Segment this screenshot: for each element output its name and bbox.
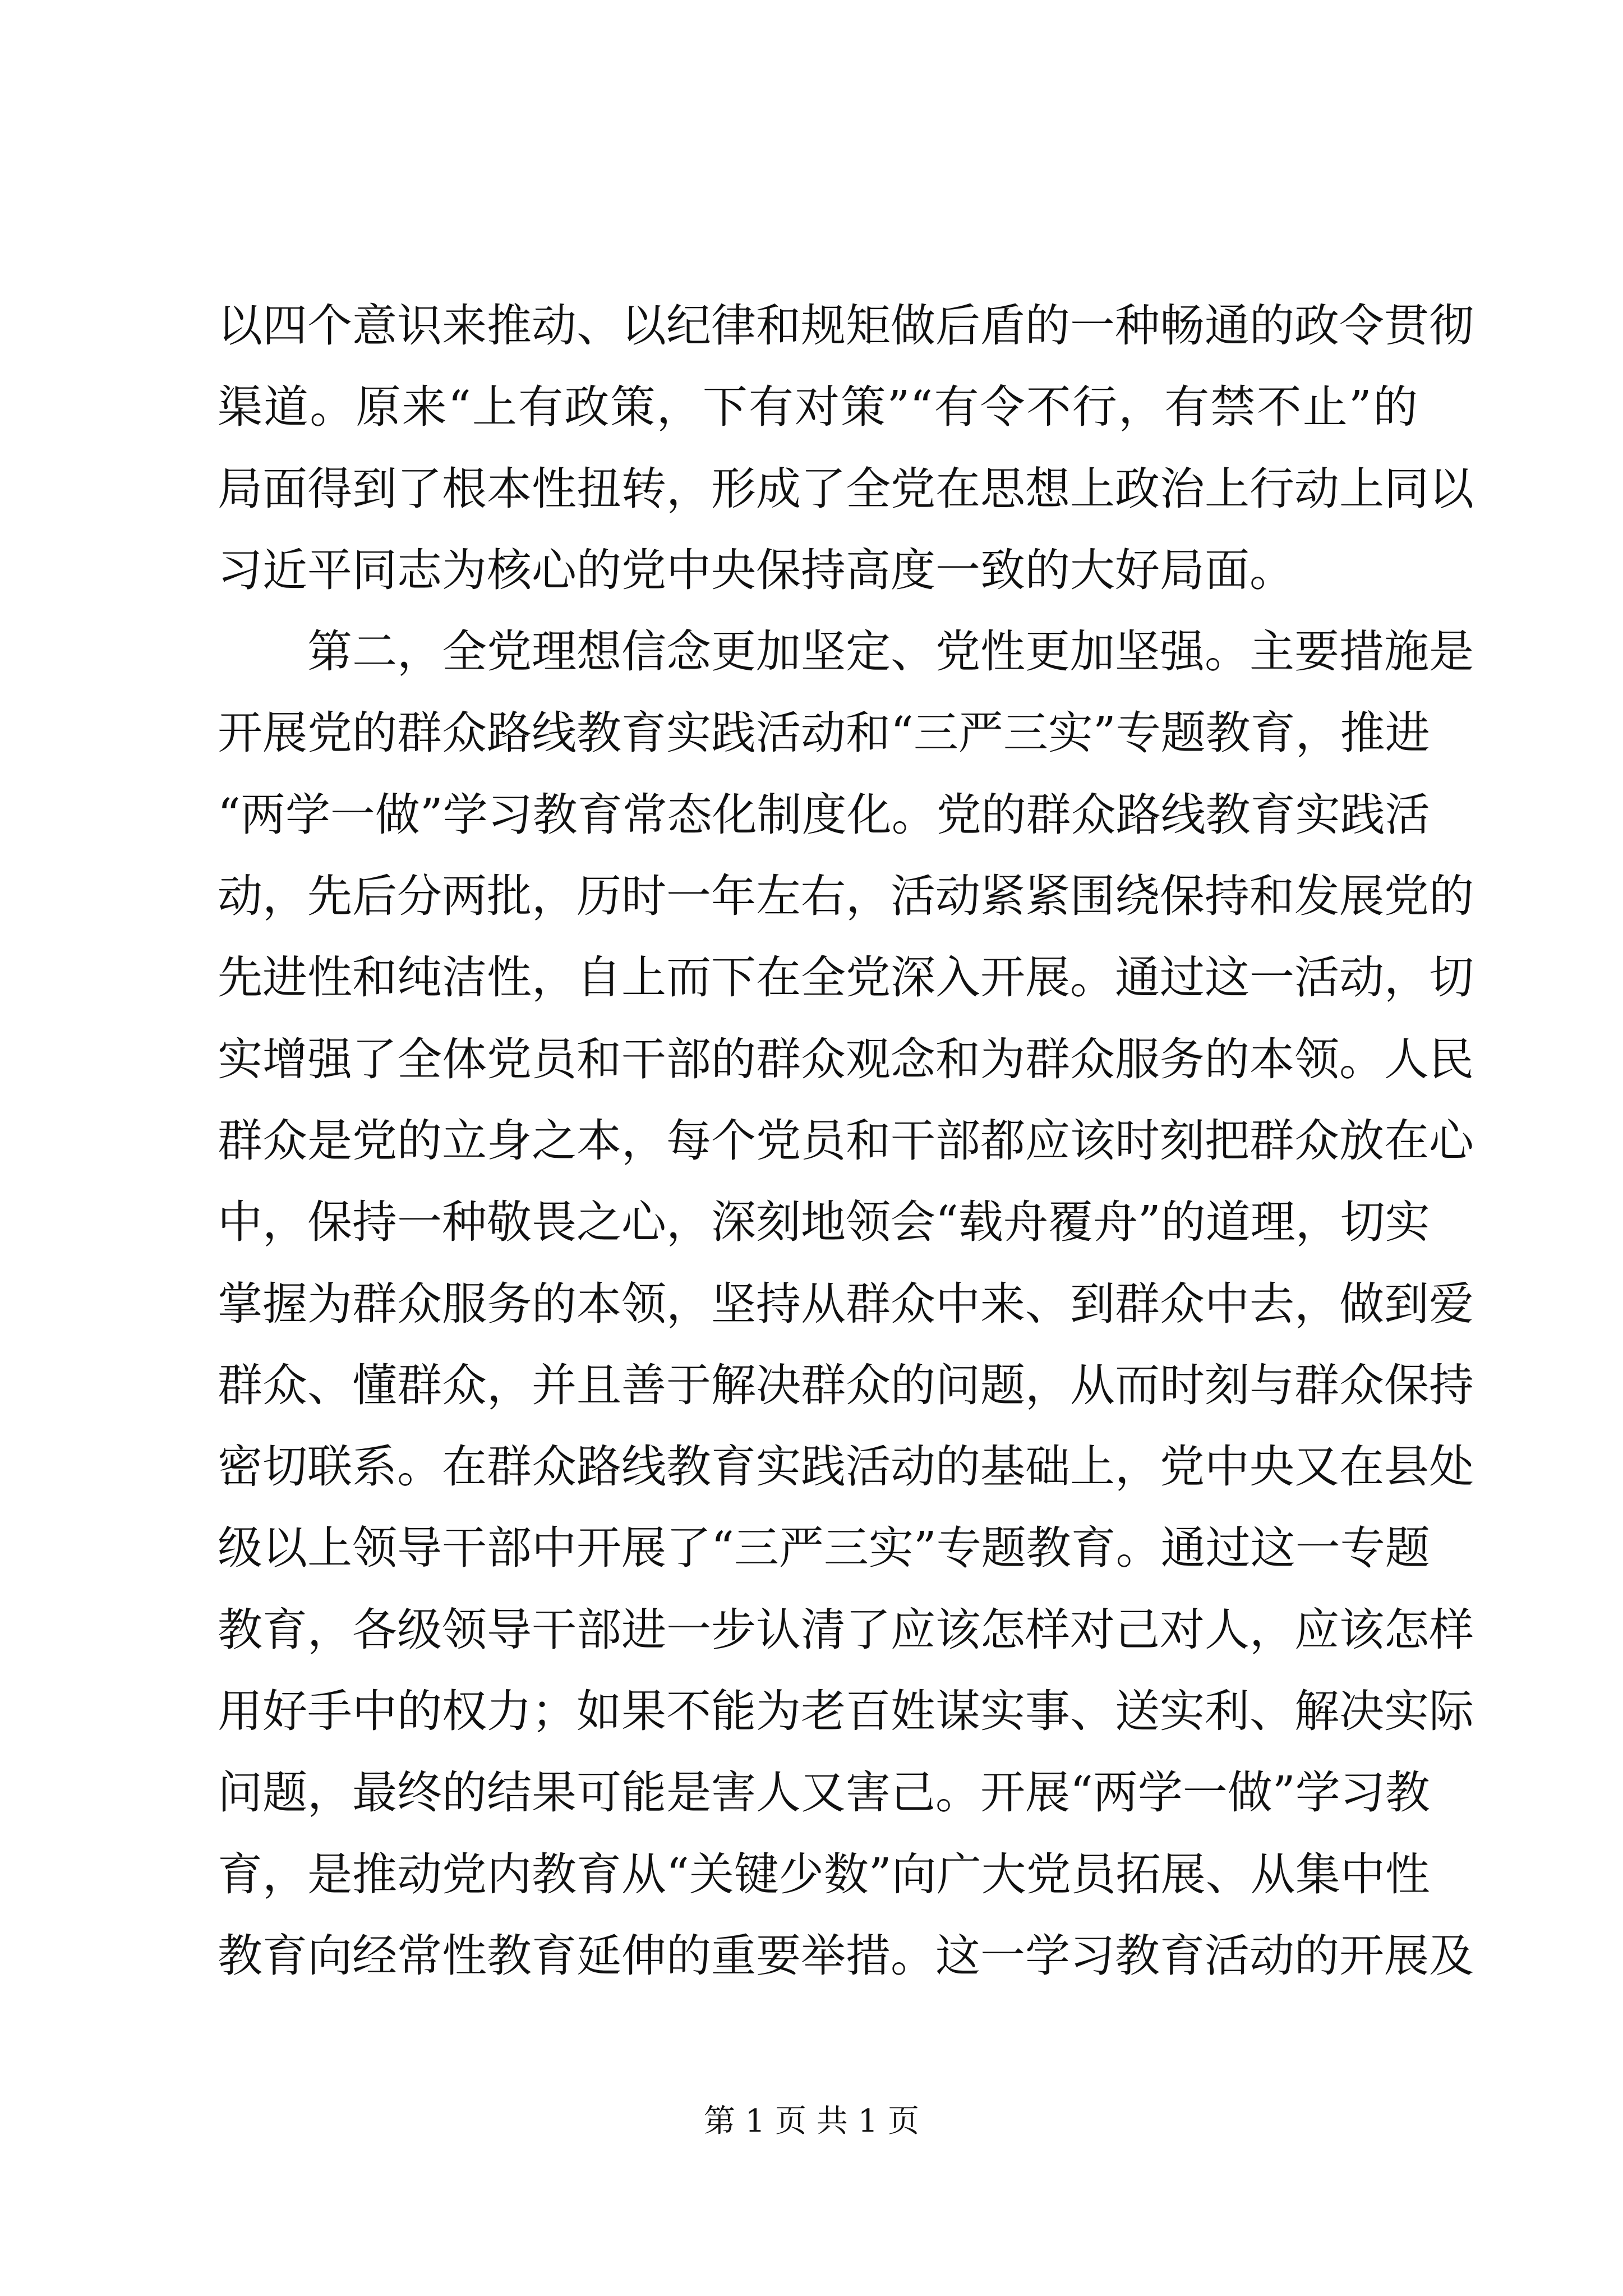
- text-line: 级以上领导干部中开展了“三严三实”专题教育。通过这一专题: [218, 1522, 1430, 1575]
- text-line: 用好手中的权力；如果不能为老百姓谋实事、送实利、解决实际: [218, 1685, 1474, 1738]
- text-line: 育，是推动党内教育从“关键少数”向广大党员拓展、从集中性: [218, 1848, 1430, 1901]
- page-footer: 第 1 页 共 1 页: [703, 2103, 920, 2139]
- text-line: 掌握为群众服务的本领，坚持从群众中来、到群众中去，做到爱: [218, 1277, 1474, 1330]
- text-line: 中，保持一种敬畏之心，深刻地领会“载舟覆舟”的道理，切实: [218, 1196, 1430, 1249]
- text-line: 实增强了全体党员和干部的群众观念和为群众服务的本领。人民: [218, 1033, 1474, 1085]
- text-line: 动，先后分两批，历时一年左右，活动紧紧围绕保持和发展党的: [218, 870, 1474, 923]
- text-line: “两学一做”学习教育常态化制度化。党的群众路线教育实践活: [218, 788, 1430, 841]
- text-line: 密切联系。在群众路线教育实践活动的基础上，党中央又在县处: [218, 1441, 1474, 1493]
- text-line: 开展党的群众路线教育实践活动和“三严三实”专题教育，推进: [218, 707, 1430, 760]
- text-line: 教育，各级领导干部进一步认清了应该怎样对己对人，应该怎样: [218, 1603, 1474, 1656]
- text-line: 群众是党的立身之本，每个党员和干部都应该时刻把群众放在心: [218, 1114, 1474, 1167]
- text-line: 习近平同志为核心的党中央保持高度一致的大好局面。: [218, 544, 1294, 596]
- body-text: [218, 285, 1474, 1996]
- text-line: 渠道。原来“上有政策，下有对策”“有令不行，有禁不止”的: [218, 381, 1418, 434]
- text-line: 局面得到了根本性扭转，形成了全党在思想上政治上行动上同以: [218, 462, 1474, 515]
- text-line: 第二，全党理想信念更加坚定、党性更加坚强。主要措施是: [218, 625, 1474, 678]
- text-line: 问题，最终的结果可能是害人又害己。开展“两学一做”学习教: [218, 1766, 1430, 1819]
- text-line: 先进性和纯洁性，自上而下在全党深入开展。通过这一活动，切: [218, 951, 1474, 1004]
- text-line: 教育向经常性教育延伸的重要举措。这一学习教育活动的开展及: [218, 1929, 1474, 1982]
- text-line: 群众、懂群众，并且善于解决群众的问题，从而时刻与群众保持: [218, 1359, 1474, 1411]
- text-line: 以四个意识来推动、以纪律和规矩做后盾的一种畅通的政令贯彻: [218, 300, 1474, 352]
